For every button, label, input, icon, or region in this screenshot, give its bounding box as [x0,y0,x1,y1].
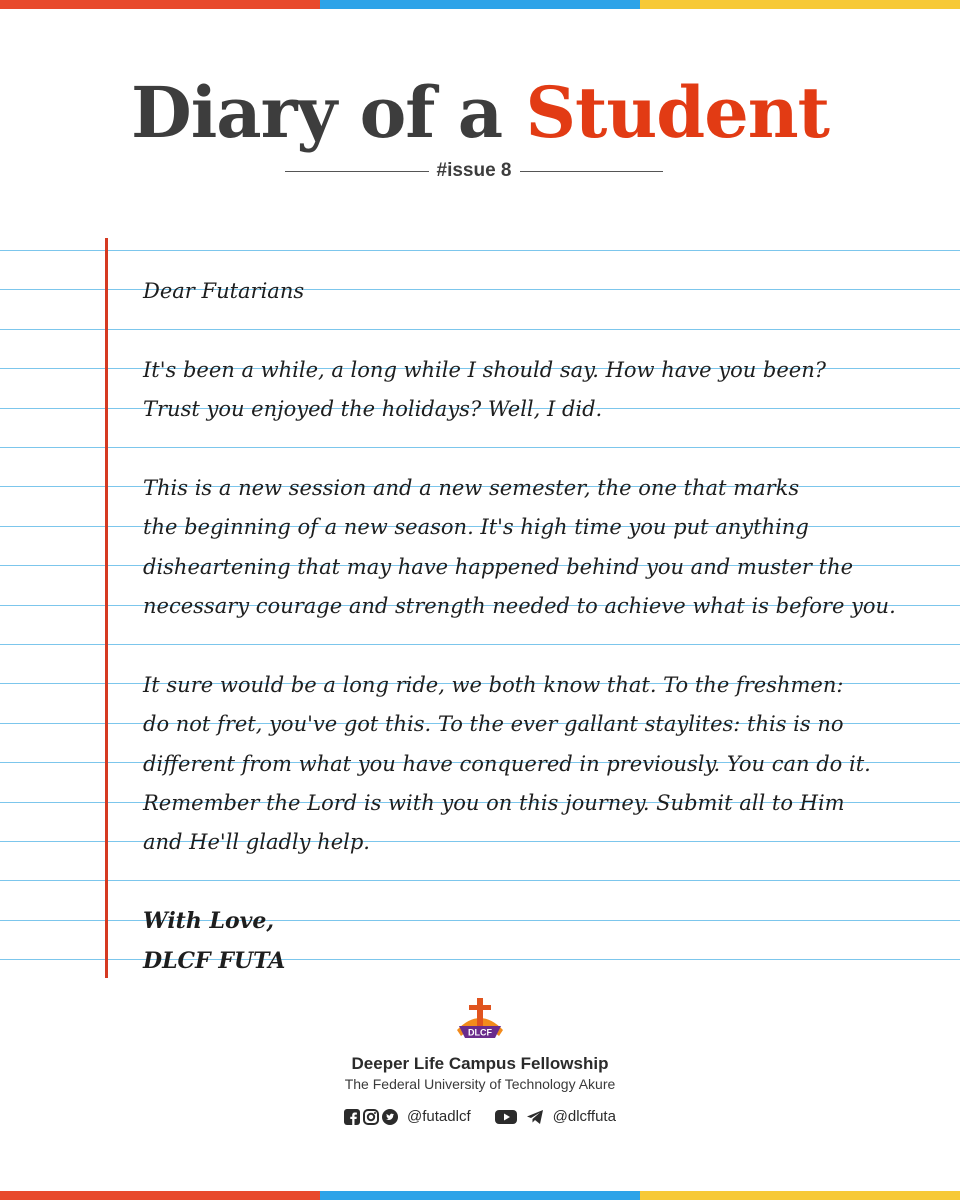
youtube-icon[interactable] [495,1109,517,1125]
paragraph-2 [143,469,943,627]
issue-label-row [285,156,663,186]
issue-number: #issue 8 [436,160,512,181]
letter-signoff: With Love, [143,908,275,935]
divider-right [520,171,664,172]
facebook-icon[interactable] [344,1109,360,1125]
letter-line: different from what you have conquered in previously. You can do it. [143,751,871,776]
divider-left [285,171,429,172]
social-handles [0,1108,960,1125]
title-student: Student [525,71,829,154]
paragraph-3 [143,666,943,863]
letter-line: It sure would be a long ride, we both know that. To the freshmen: [143,672,844,697]
letter-greeting: Dear Futarians [143,279,305,303]
page-title [0,68,960,158]
instagram-icon[interactable] [363,1109,379,1125]
ruled-line [0,250,960,251]
letter-line: the beginning of a new season. It's high time you put anything [143,515,809,540]
letter-signature: DLCF FUTA [143,947,286,974]
letter-line: Remember the Lord is with you on this journey. Submit all to Him [143,791,845,816]
twitter-icon[interactable] [382,1109,398,1125]
top-color-bar [0,0,960,9]
title-diary-of-a: Diary of a [131,71,503,154]
letter-line: and He'll gladly help. [143,830,370,855]
org-subtitle: The Federal University of Technology Akure [344,1076,616,1092]
letter-line: necessary courage and strength needed to achieve what is before you. [143,594,896,619]
letter-body [143,272,943,981]
letter-line: do not fret, you've got this. To the ever gallant staylites: this is no [143,712,844,737]
letter-line: Trust you enjoyed the holidays? Well, I did. [143,397,603,422]
org-name: Deeper Life Campus Fellowship [351,1054,609,1073]
footer [0,996,960,1125]
letter-line: It's been a while, a long while I should say. How have you been? [143,357,827,382]
handle-futadlcf[interactable]: @futadlcf [407,1108,471,1125]
margin-line [105,238,108,978]
letter-line: disheartening that may have happened behind you and muster the [143,554,854,579]
bottom-color-bar [0,1191,960,1200]
letter-line: This is a new session and a new semester, the one that marks [143,475,800,500]
dlcf-logo [449,996,511,1040]
paragraph-1 [143,351,943,430]
svg-text:DLCF: DLCF [468,1027,492,1038]
handle-dlcffuta[interactable]: @dlcffuta [552,1108,616,1125]
telegram-icon[interactable] [526,1109,544,1125]
